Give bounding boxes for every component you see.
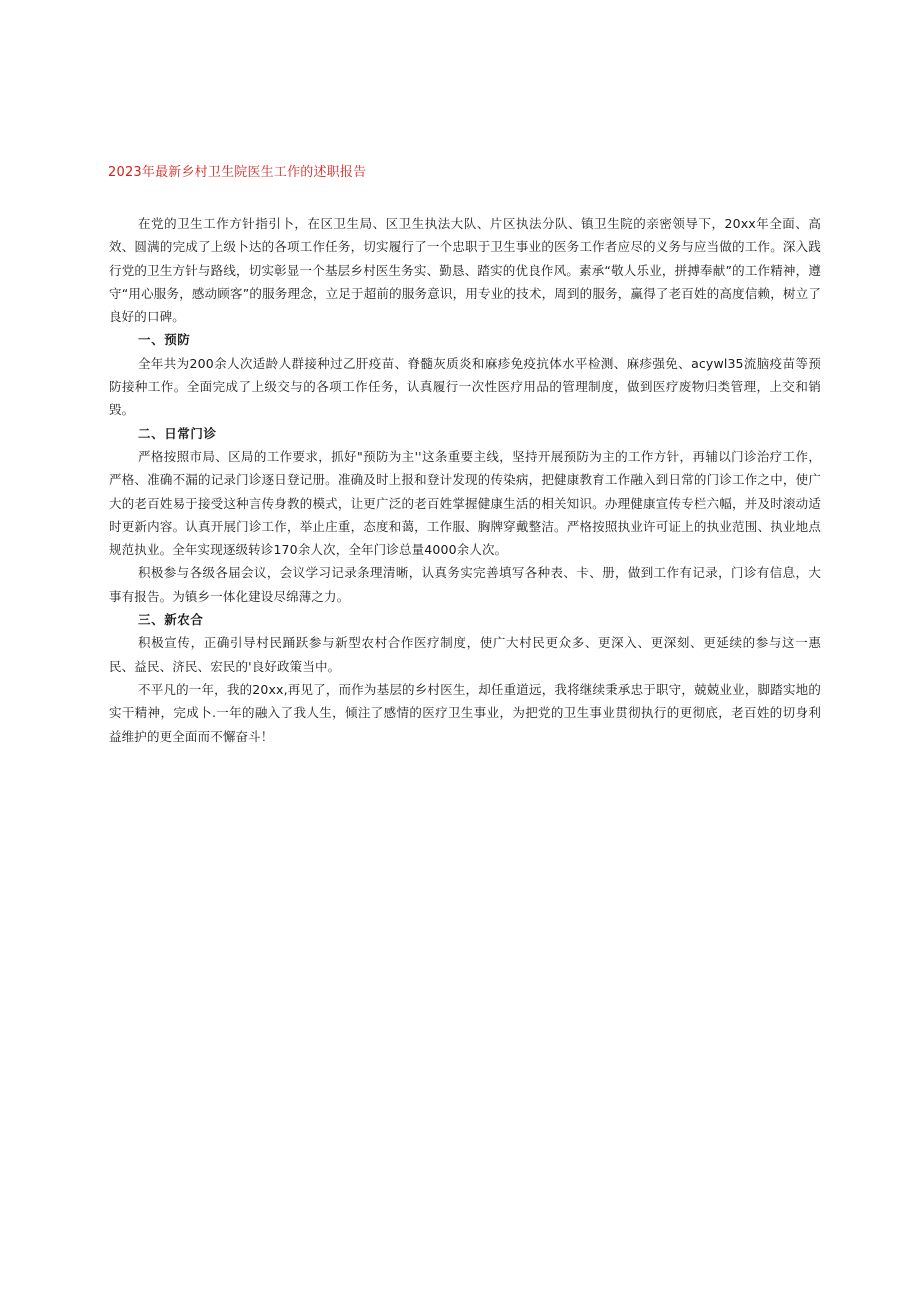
section-heading-rural-cooperative: 三、新农合 [138, 612, 204, 628]
paragraph-meetings: 积极参与各级各届会议，会议学习记录条理清晰，认真务实完善填写各种表、卡、册，做到工作有记录，门诊有信息，大事有报告。为镇乡一体化建设尽绵薄之力。 [109, 565, 821, 604]
paragraph-conclusion: 不平凡的一年，我的20xx,再见了，而作为基层的乡村医生，却任重道远，我将继续秉承忠于职守，兢兢业业，脚踏实地的实干精神，完成卜.一年的融入了我人生，倾注了感情的医疗卫生事业，为把党的卫生事业贯彻执行的更彻底，老百姓的切身利益维护的更全面而不懈奋斗！ [109, 681, 821, 744]
section-heading-daily-clinic: 二、日常门诊 [138, 425, 217, 441]
paragraph-daily-clinic: 严格按照市局、区局的工作要求，抓好"预防为主''这条重要主线，坚持开展预防为主的工作方针，再辅以门诊治疗工作，严格、准确不漏的记录门诊逐日登记册。准确及时上报和登计发现的传染病，把健康教育工作融入到日常的门诊工作之中，使广大的老百姓易于接受这种言传身教的模式，让更广泛的老百姓掌握健康生活的相关知识。办理健康宣传专栏六幅，并及时滚动适时更新内容。认真开展门诊工作，举止庄重，态度和蔼，工作服、胸牌穿戴整洁。严格按照执业许可证上的执业范围、执业地点规范执业。全年实现逐级转诊170余人次，全年门诊总量4000余人次。 [109, 448, 821, 558]
section-heading-prevention: 一、预防 [138, 332, 191, 348]
paragraph-rural-cooperative: 积极宣传，正确引导村民踊跃参与新型农村合作医疗制度，使广大村民更众多、更深入、更深刻、更延续的参与这一惠民、益民、济民、宏民的'良好政策当中。 [109, 635, 821, 674]
document-title: 2023年最新乡村卫生院医生工作的述职报告 [108, 165, 367, 180]
paragraph-prevention: 全年共为200余人次适龄人群接种过乙肝疫苗、脊髓灰质炎和麻疹免疫抗体水平检测、麻疹强免、acywl35流脑疫苗等预防接种工作。全面完成了上级交与的各项工作任务，认真履行一次性医疗用品的管理制度，做到医疗废物归类管理，上交和销毁。 [109, 355, 821, 418]
paragraph-intro: 在党的卫生工作方针指引卜，在区卫生局、区卫生执法大队、片区执法分队、镇卫生院的亲密领导下，20xx年全面、高效、圆满的完成了上级卜达的各项工作任务，切实履行了一个忠职于卫生事业的医务工作者应尽的义务与应当做的工作。深入践行党的卫生方针与路线，切实彰显一个基层乡村医生务实、勤恳、踏实的优良作风。素承“敬人乐业，拼搏奉献”的工作精神，遵守“用心服务，感动顾客”的服务理念，立足于超前的服务意识，用专业的技术，周到的服务，赢得了老百姓的高度信赖，树立了良好的口碑。 [109, 216, 821, 325]
document-body [109, 212, 821, 748]
